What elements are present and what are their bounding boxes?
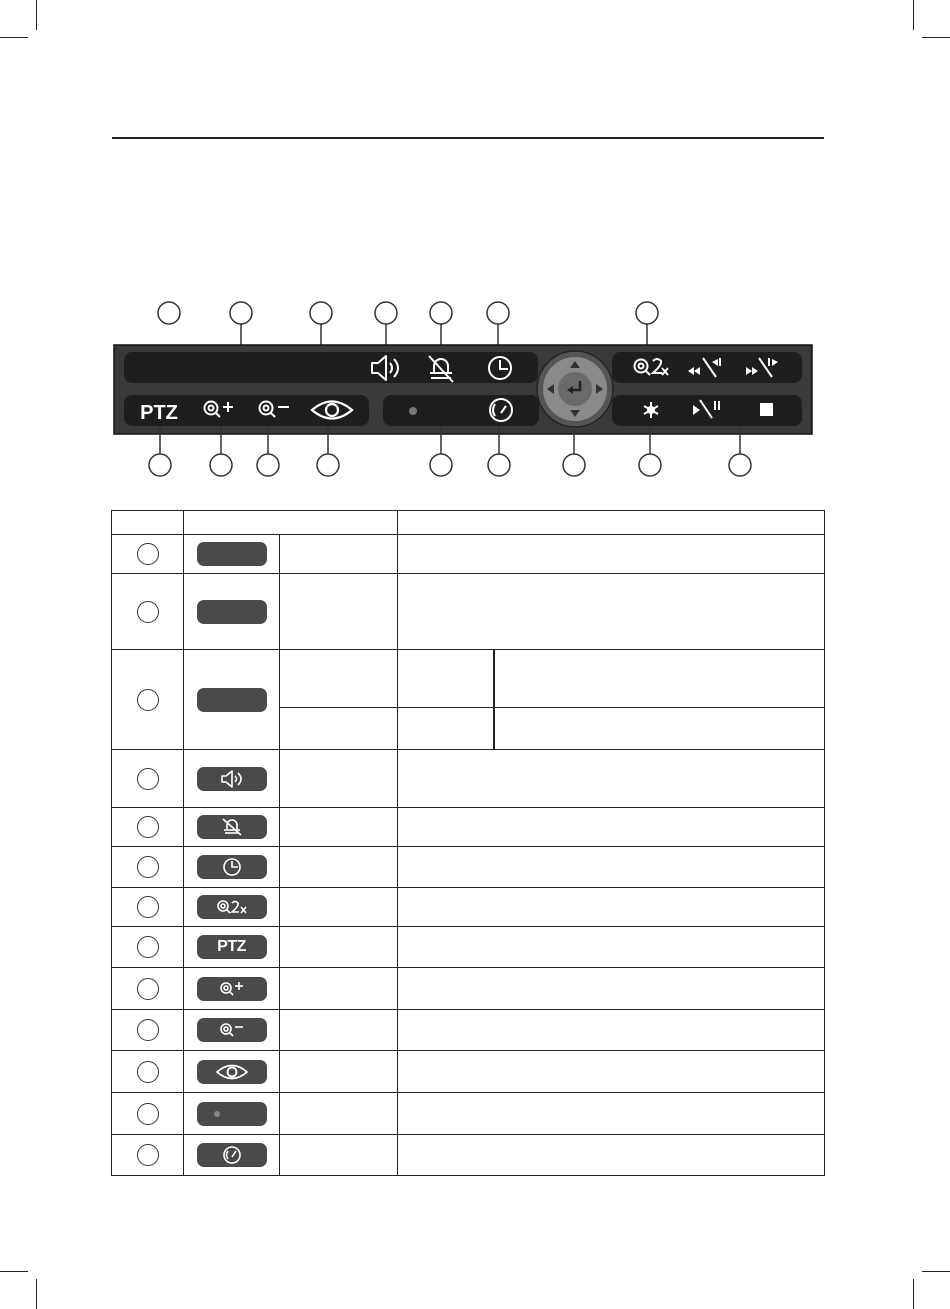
sub-cell <box>398 650 494 708</box>
description-cell <box>398 808 825 847</box>
name-cell <box>280 927 398 968</box>
row-number-circle <box>137 896 159 918</box>
timer-button <box>197 855 267 879</box>
header-cell <box>398 511 825 535</box>
record-dot <box>214 1111 220 1117</box>
blank-button <box>197 600 267 624</box>
eye-button <box>197 1060 267 1084</box>
row-number-circle <box>137 1103 159 1125</box>
stop-icon <box>760 403 773 416</box>
table-row <box>112 808 825 847</box>
crop-mark <box>922 1271 950 1272</box>
callout-circle <box>310 302 332 347</box>
table-header-row <box>112 511 825 535</box>
description-cell <box>398 847 825 888</box>
table-row <box>112 927 825 968</box>
table-row <box>112 535 825 574</box>
zoom-out-icon <box>219 1021 245 1039</box>
callout-circle <box>487 302 509 347</box>
zoom-out-button <box>197 1018 267 1042</box>
eye-icon <box>215 1063 249 1081</box>
name-cell <box>280 708 398 750</box>
row-number-circle <box>137 1061 159 1083</box>
crop-mark <box>36 1279 37 1309</box>
description-cell <box>398 574 825 650</box>
rotate-view-icon <box>222 1145 242 1165</box>
table-row <box>112 847 825 888</box>
blank-button <box>197 542 267 566</box>
table-row <box>112 1010 825 1051</box>
zoom-2x-button <box>197 895 267 919</box>
table-row <box>112 574 825 650</box>
table-row <box>112 968 825 1010</box>
alarm-off-icon <box>221 818 243 836</box>
name-cell <box>280 574 398 650</box>
callout-circle <box>636 302 658 347</box>
blank-button <box>197 688 267 712</box>
callout-circle <box>430 302 452 347</box>
row-number-circle <box>137 816 159 838</box>
row-number-circle <box>137 1019 159 1041</box>
table-row <box>112 1135 825 1176</box>
top-bar <box>124 352 538 383</box>
row-number-circle <box>137 689 159 711</box>
table-row <box>112 1051 825 1093</box>
rotate-view-button <box>197 1143 267 1167</box>
zoom-in-icon <box>219 980 245 998</box>
crop-mark <box>0 1271 28 1272</box>
ptz-button <box>197 935 267 959</box>
header-cell <box>184 511 398 535</box>
description-cell <box>398 927 825 968</box>
row-number-circle <box>137 768 159 790</box>
description-cell <box>398 968 825 1010</box>
name-cell <box>280 1093 398 1135</box>
name-cell <box>280 750 398 808</box>
ptz-label: PTZ <box>217 938 246 955</box>
name-cell <box>280 888 398 927</box>
name-cell <box>280 808 398 847</box>
description-cell <box>398 1051 825 1093</box>
control-panel-diagram <box>0 0 950 500</box>
timer-icon <box>222 857 242 877</box>
table-row <box>112 1093 825 1135</box>
callout-circle <box>158 302 180 324</box>
bottom-bar-middle <box>383 395 539 426</box>
name-cell <box>280 650 398 708</box>
crop-mark <box>913 1279 914 1309</box>
description-cell <box>494 708 825 750</box>
callouts-top <box>158 302 658 347</box>
name-cell <box>280 1135 398 1176</box>
description-cell <box>494 650 825 708</box>
zoom-in-button <box>197 977 267 1001</box>
record-button <box>197 1102 267 1126</box>
row-number-circle <box>137 856 159 878</box>
name-cell <box>280 1010 398 1051</box>
row-number-circle <box>137 978 159 1000</box>
callout-circle <box>230 302 252 347</box>
row-number-circle <box>137 543 159 565</box>
name-cell <box>280 968 398 1010</box>
zoom-2x-icon <box>216 898 248 916</box>
row-number-circle <box>137 936 159 958</box>
table-row <box>112 650 825 708</box>
volume-button <box>197 767 267 791</box>
row-number-circle <box>137 1144 159 1166</box>
sub-cell <box>398 708 494 750</box>
description-cell <box>398 1093 825 1135</box>
description-cell <box>398 888 825 927</box>
description-cell <box>398 750 825 808</box>
button-legend-table <box>111 510 825 1176</box>
table-row <box>112 888 825 927</box>
header-cell <box>112 511 184 535</box>
record-dot <box>409 407 417 415</box>
name-cell <box>280 1051 398 1093</box>
table-row <box>112 750 825 808</box>
alarm-off-button <box>197 815 267 839</box>
ptz-label: PTZ <box>140 402 178 424</box>
description-cell <box>398 535 825 574</box>
enter-joystick-icon <box>537 351 613 427</box>
callout-circle <box>375 302 397 347</box>
name-cell <box>280 535 398 574</box>
description-cell <box>398 1010 825 1051</box>
row-number-circle <box>137 601 159 623</box>
volume-icon <box>220 770 244 788</box>
name-cell <box>280 847 398 888</box>
description-cell <box>398 1135 825 1176</box>
